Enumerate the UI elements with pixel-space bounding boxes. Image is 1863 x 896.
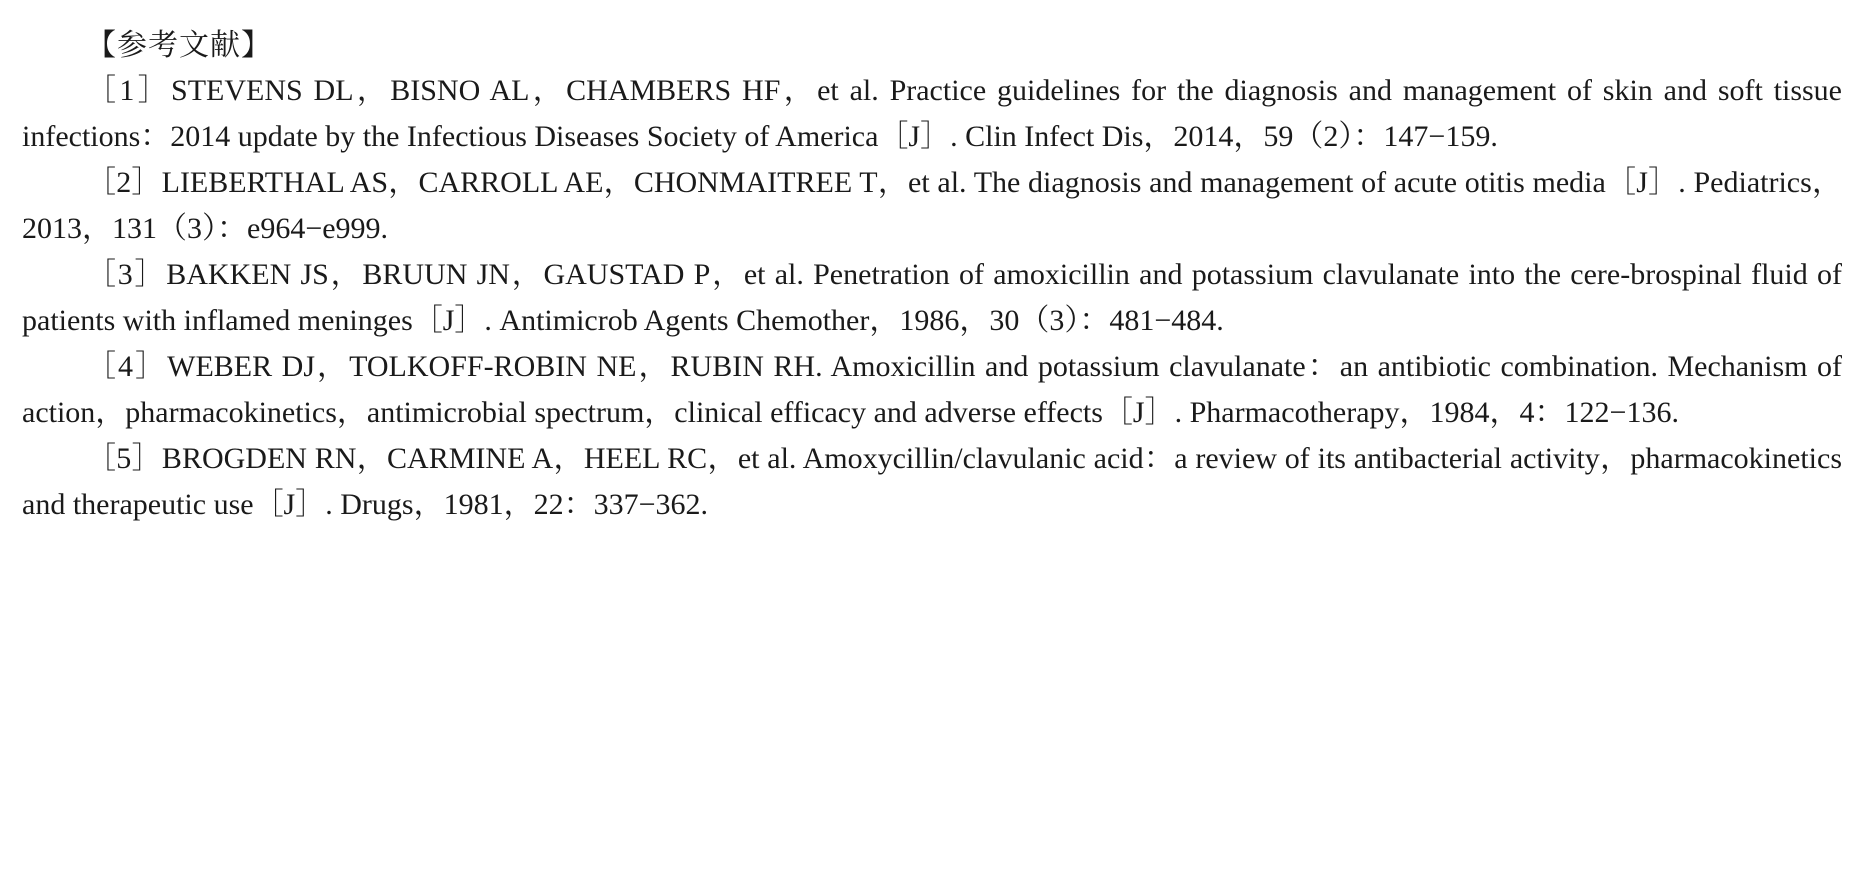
reference-item-3: ［3］BAKKEN JS，BRUUN JN，GAUSTAD P，et al. Penetration of amoxicillin and potassium clavulanate into the cere-brospinal fluid of patients with inflamed meninges［J］. Antimicrob Agents Chemother，1986，30（3）：481−484. [22, 258, 1842, 337]
reference-item-1: ［1］STEVENS DL，BISNO AL，CHAMBERS HF，et al. Practice guidelines for the diagnosis and management of skin and soft tissue infections：2014 update by the Infectious Diseases Society of America［J］. Clin Infect Dis，2014，59（2）：147−159. [22, 74, 1842, 153]
reference-section [22, 24, 1842, 528]
reference-item-2: ［2］LIEBERTHAL AS，CARROLL AE，CHONMAITREE T，et al. The diagnosis and management of acute otitis media［J］. Pediatrics，2013，131（3）：e964−e999. [22, 166, 1842, 245]
reference-item-5: ［5］BROGDEN RN，CARMINE A，HEEL RC，et al. Amoxycillin/clavulanic acid：a review of its antibacterial activity，pharmacokinetics and therapeutic use［J］. Drugs，1981，22：337−362. [22, 442, 1842, 521]
section-heading: 【参考文献】 [86, 28, 272, 63]
reference-item-4: ［4］WEBER DJ，TOLKOFF-ROBIN NE，RUBIN RH. Amoxicillin and potassium clavulanate：an antibiotic combination. Mechanism of action，pharmacokinetics，antimicrobial spectrum，clinical efficacy and adverse effects［J］. Pharmacotherapy，1984，4：122−136. [22, 350, 1842, 429]
